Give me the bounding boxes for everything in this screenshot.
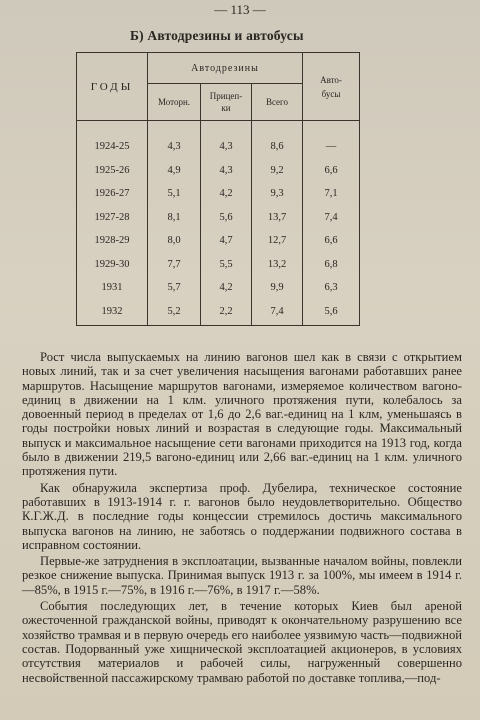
cell-buses: 6,6 [303,159,360,183]
paragraph: Как обнаружила экспертиза проф. Дубелира, техническое состояние работавших в 1913-1914 г. г. вагонов было неудовлетворительно. Общество К.Г.Ж.Д. в последние годы концессии стремилось достичь максимального выпуска вагонов на линию, не заботясь о поддержании подвижного состава в исправном состоянии. [22,480,462,552]
table-row [77,276,360,300]
cell-trailer: 4,2 [201,276,252,300]
statistics-table [76,52,360,326]
cell-year: 1932 [77,300,148,326]
header-total: Всего [252,84,303,121]
cell-motor: 8,1 [148,206,201,230]
cell-motor: 5,2 [148,300,201,326]
cell-year: 1928-29 [77,229,148,253]
table-row [77,182,360,206]
cell-trailer: 4,3 [201,121,252,159]
table-row [77,159,360,183]
cell-year: 1926-27 [77,182,148,206]
cell-buses: 7,4 [303,206,360,230]
header-motor: Моторн. [148,84,201,121]
cell-year: 1927-28 [77,206,148,230]
cell-buses: 7,1 [303,182,360,206]
header-buses: Авто- бусы [303,53,360,121]
cell-total: 12,7 [252,229,303,253]
cell-total: 9,9 [252,276,303,300]
cell-trailer: 4,2 [201,182,252,206]
cell-total: 7,4 [252,300,303,326]
cell-total: 9,3 [252,182,303,206]
cell-trailer: 4,3 [201,159,252,183]
cell-total: 8,6 [252,121,303,159]
paragraph: Первые-же затруднения в эксплоатации, вызванные началом войны, повлекли резкое снижение выпуска. Принимая выпуск 1913 г. за 100%, мы имеем в 1914 г.—85%, в 1915 г.—75%, в 1916 г.—76%, в 1917 г.—58%. [22,554,462,597]
body-text [22,350,462,687]
table-row [77,206,360,230]
cell-buses: 6,3 [303,276,360,300]
paragraph: События последующих лет, в течение которых Киев был ареной ожесточенной гражданской войны, приводят к окончательному разрушению все хозяйство трамвая и в первую очередь его наиболее уязвимую часть—подвижной состав. Подорванный уже хищнической эксплоатацией акционеров, в условиях отсутствия материалов и рабочей силы, нагруженный совершенно несвойственной пассажирскому трамваю работой по доставке топлива,—под- [22,599,462,685]
cell-buses: — [303,121,360,159]
cell-motor: 7,7 [148,253,201,277]
cell-trailer: 5,6 [201,206,252,230]
cell-total: 13,2 [252,253,303,277]
cell-motor: 5,7 [148,276,201,300]
table-row [77,300,360,326]
cell-buses: 5,6 [303,300,360,326]
cell-year: 1931 [77,276,148,300]
header-autodrezina: Автодрезины [148,53,303,84]
cell-buses: 6,6 [303,229,360,253]
cell-motor: 4,3 [148,121,201,159]
cell-motor: 8,0 [148,229,201,253]
cell-motor: 4,9 [148,159,201,183]
cell-year: 1925-26 [77,159,148,183]
cell-total: 13,7 [252,206,303,230]
cell-motor: 5,1 [148,182,201,206]
cell-total: 9,2 [252,159,303,183]
table-body [77,121,360,326]
paragraph: Рост числа выпускаемых на линию вагонов шел как в связи с открытием новых линий, так и за счет увеличения насыщения вагонами работавших ранее маршрутов. Насыщение маршрутов вагонами, измеряемое количеством вагоно-единиц в движении на 1 клм. уличного протяжения пути, колебалось за довоенный период в пределах от 1,6 до 2,6 ваг.-единиц на 1 клм, уменьшаясь в годы постройки новых линий и возрастая в следующие годы. Максимальный выпуск и максимальное насыщение сети вагонами приходится на 1913 год, когда было в движении 219,5 вагоно-единиц или 2,66 ваг.-единиц на 1 клм. уличного протяжения пути. [22,350,462,479]
table-row [77,229,360,253]
table-row [77,253,360,277]
table-row [77,121,360,159]
header-trailer: Прицеп- ки [201,84,252,121]
cell-trailer: 4,7 [201,229,252,253]
cell-buses: 6,8 [303,253,360,277]
header-years: ГОДЫ [77,53,148,121]
cell-year: 1924-25 [77,121,148,159]
cell-trailer: 2,2 [201,300,252,326]
cell-trailer: 5,5 [201,253,252,277]
cell-year: 1929-30 [77,253,148,277]
section-title: Б) Автодрезины и автобусы [130,28,304,43]
page-number: — 113 — [214,2,266,17]
